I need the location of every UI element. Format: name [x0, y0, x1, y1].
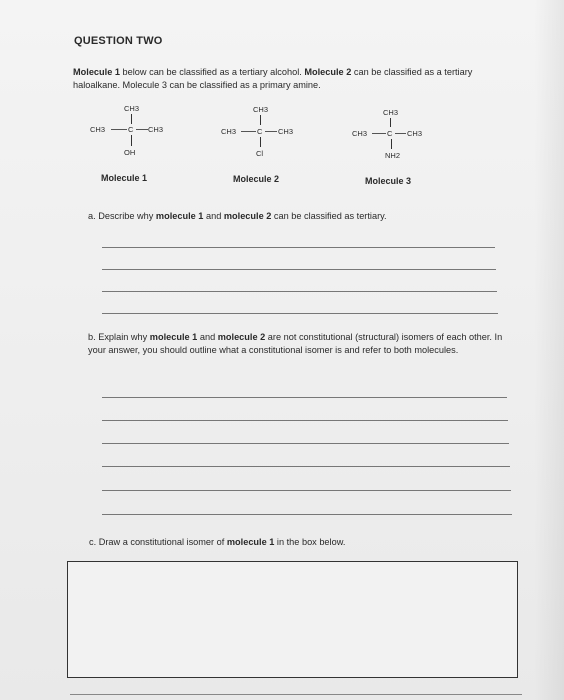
- answer-line-b1[interactable]: [102, 397, 507, 398]
- mol1-center-atom: C: [128, 125, 134, 134]
- page-edge-shadow: [534, 0, 564, 700]
- mol2-bottom-group: Cl: [256, 149, 264, 158]
- mol2-bond-bottom: [260, 137, 261, 147]
- molecule-3-label: Molecule 3: [365, 176, 412, 186]
- molecule-1-label: Molecule 1: [101, 173, 148, 183]
- question-b-molecule-1: molecule 1: [149, 332, 198, 342]
- question-b-molecule-2: molecule 2: [217, 332, 266, 342]
- answer-line-b6[interactable]: [102, 514, 512, 515]
- mol1-bond-right: [136, 129, 148, 130]
- question-a-molecule-2: molecule 2: [223, 211, 272, 221]
- intro-text-b: can be classified as a tertiary haloalkane. Molecule 3 can be classified as a primary amine.: [73, 67, 473, 90]
- drawing-answer-box[interactable]: [67, 561, 518, 678]
- intro-text-a: below can be classified as a tertiary alcohol.: [119, 67, 305, 77]
- bottom-rule: [70, 694, 522, 695]
- mol3-right-group: CH3: [407, 129, 423, 138]
- question-a-suffix: can be classified as tertiary.: [271, 211, 387, 221]
- intro-molecule-2: Molecule 2: [304, 67, 352, 77]
- mol2-center-atom: C: [257, 127, 263, 136]
- answer-line-b2[interactable]: [102, 420, 508, 421]
- mol3-left-group: CH3: [352, 129, 368, 138]
- mol3-bond-bottom: [391, 139, 392, 149]
- molecule-2-label: Molecule 2: [233, 174, 280, 184]
- mol1-right-group: CH3: [148, 125, 164, 134]
- answer-line-a1[interactable]: [102, 247, 495, 248]
- intro-paragraph: [73, 66, 473, 91]
- answer-line-b4[interactable]: [102, 466, 510, 467]
- answer-line-b5[interactable]: [102, 490, 511, 491]
- mol2-right-group: CH3: [278, 127, 294, 136]
- mol2-left-group: CH3: [221, 127, 237, 136]
- mol1-left-group: CH3: [90, 125, 106, 134]
- intro-molecule-1: Molecule 1: [73, 67, 120, 77]
- mol3-center-atom: C: [387, 129, 393, 138]
- question-a-prefix: a. Describe why: [88, 211, 156, 221]
- mol2-bond-top: [260, 115, 261, 125]
- question-b-prefix: b. Explain why: [88, 332, 150, 342]
- mol2-top-group: CH3: [253, 105, 269, 114]
- mol2-bond-left: [241, 131, 256, 132]
- mol1-bond-top: [131, 114, 132, 124]
- question-b: [88, 331, 506, 357]
- mol1-top-group: CH3: [124, 104, 140, 113]
- question-a-molecule-1: molecule 1: [155, 211, 204, 221]
- mol1-bottom-group: OH: [124, 148, 136, 157]
- question-a-mid: and: [203, 211, 224, 221]
- answer-line-a2[interactable]: [102, 269, 496, 270]
- mol1-bond-left: [111, 129, 127, 130]
- mol1-bond-bottom: [131, 135, 132, 146]
- mol3-top-group: CH3: [383, 108, 399, 117]
- question-c: [89, 536, 489, 549]
- question-c-suffix: in the box below.: [274, 537, 346, 547]
- question-a: [88, 210, 488, 223]
- answer-line-a4[interactable]: [102, 313, 498, 314]
- mol3-bottom-group: NH2: [385, 151, 401, 160]
- question-b-suffix: are not constitutional (structural) isomers of each other. In your answer, you should outline what a constitutional isomer is and refer to both molecules.: [88, 332, 503, 355]
- question-b-mid: and: [197, 332, 218, 342]
- mol3-bond-left: [372, 133, 386, 134]
- mol2-bond-right: [265, 131, 277, 132]
- mol3-bond-top: [390, 118, 391, 127]
- question-heading: QUESTION TWO: [74, 35, 163, 47]
- question-c-prefix: c. Draw a constitutional isomer of: [89, 537, 227, 547]
- question-c-molecule-1: molecule 1: [226, 537, 275, 547]
- answer-line-a3[interactable]: [102, 291, 497, 292]
- mol3-bond-right: [395, 133, 406, 134]
- answer-line-b3[interactable]: [102, 443, 509, 444]
